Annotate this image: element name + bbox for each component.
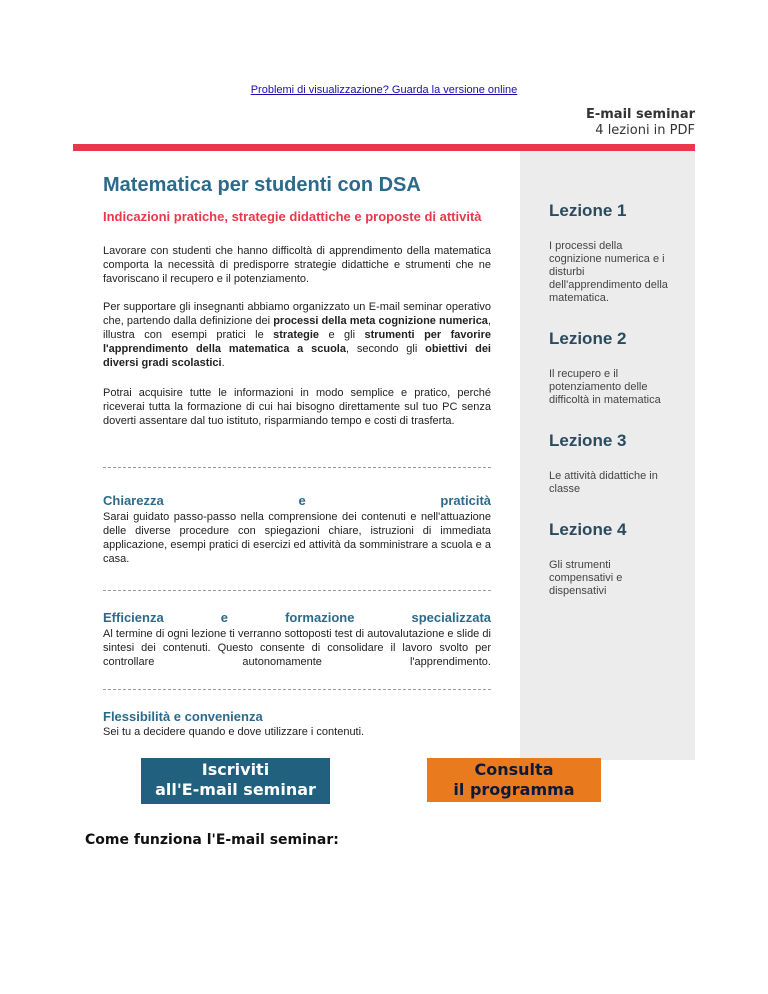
brand-subtitle: 4 lezioni in PDF — [595, 123, 695, 138]
support-text-1: Per supportare gli insegnanti abbiamo organizzato un E-mail seminar operativo che, partendo dalla definizione dei — [103, 301, 491, 327]
intro-paragraph: Lavorare con studenti che hanno difficoltà di apprendimento della matematica comporta la necessità di predisporre strategie didattiche e strumenti che ne favoriscano il recupero e il potenziamento. — [103, 245, 491, 285]
section-1-text: Sarai guidato passo-passo nella comprensione dei contenuti e nell'attuazione delle diverse procedure con spiegazioni chiare, istruzioni di immediata applicazione, esempi pratici di esercizi ed attività da somministrare a scuola e a casa. — [103, 511, 491, 565]
lesson-3-title: Lezione 3 — [549, 431, 627, 450]
lesson-1-title: Lezione 1 — [549, 201, 627, 220]
program-label-line2: il programma — [453, 780, 575, 799]
support-bold-4: obiettivi dei diversi gradi scolastici — [103, 343, 491, 369]
subscribe-label-line1: Iscriviti — [201, 760, 270, 779]
section-3-title: Flessibilità e convenienza — [103, 709, 263, 724]
lesson-4-text: Gli strumenti compensativi e dispensativi — [549, 559, 623, 597]
brand-title: E-mail seminar — [585, 107, 695, 122]
lesson-3 — [549, 431, 675, 496]
page-subtitle: Indicazioni pratiche, strategie didattiche e proposte di attività — [103, 209, 482, 224]
section-2-text: Al termine di ogni lezione ti verranno sottoposti test di autovalutazione e slide di sintesi dei contenuti. Questo consente di consolidare il lavoro svolto per controllare autonomamente l'apprendimento. — [103, 628, 491, 668]
subscribe-label-line2: all'E-mail seminar — [155, 780, 316, 799]
lesson-1 — [549, 201, 675, 305]
brand-block — [586, 107, 695, 138]
section-1-title: Chiarezza e praticità — [103, 493, 491, 508]
support-text-3: e gli — [319, 329, 365, 341]
section-divider-1 — [103, 467, 491, 468]
section-3-text: Sei tu a decidere quando e dove utilizzare i contenuti. — [103, 726, 365, 738]
header-accent-bar — [73, 144, 695, 151]
support-bold-2: strategie — [273, 329, 320, 341]
section-divider-3 — [103, 689, 491, 690]
lessons-sidebar — [520, 151, 695, 760]
lesson-2-title: Lezione 2 — [549, 329, 627, 348]
lesson-3-text: Le attività didattiche in classe — [549, 470, 658, 495]
lesson-2 — [549, 329, 675, 407]
page-title: Matematica per studenti con DSA — [103, 174, 421, 196]
section-2-title: Efficienza e formazione specializzata — [103, 610, 491, 625]
subscribe-button[interactable] — [141, 758, 330, 804]
lesson-2-text: Il recupero e il potenziamento delle difficoltà in matematica — [549, 368, 661, 406]
support-text-2: , illustra con esempi pratici le — [103, 315, 491, 341]
lesson-4-title: Lezione 4 — [549, 520, 627, 539]
support-paragraph — [103, 300, 491, 370]
section-divider-2 — [103, 590, 491, 591]
info-paragraph: Potrai acquisire tutte le informazioni in modo semplice e pratico, perché riceverai tutta la formazione di cui hai bisogno direttamente sul tuo PC senza doverti assentare dal tuo istituto, risparmiando tempo e costi di trasferta. — [103, 387, 491, 427]
support-text-5: . — [221, 357, 225, 369]
support-bold-3: strumenti per favorire l'apprendimento della matematica a scuola — [103, 329, 491, 355]
support-bold-1: processi della meta cognizione numerica — [273, 315, 488, 327]
lesson-4 — [549, 520, 675, 598]
online-version-link[interactable]: Problemi di visualizzazione? Guarda la versione online — [250, 84, 518, 96]
lesson-1-text: I processi della cognizione numerica e i disturbi dell'apprendimento della matematica. — [549, 240, 668, 304]
how-it-works-heading: Come funziona l'E-mail seminar: — [85, 832, 339, 848]
program-button[interactable] — [427, 758, 601, 802]
program-label-line1: Consulta — [474, 760, 554, 779]
support-text-4: , secondo gli — [345, 343, 426, 355]
main-content — [103, 174, 491, 739]
